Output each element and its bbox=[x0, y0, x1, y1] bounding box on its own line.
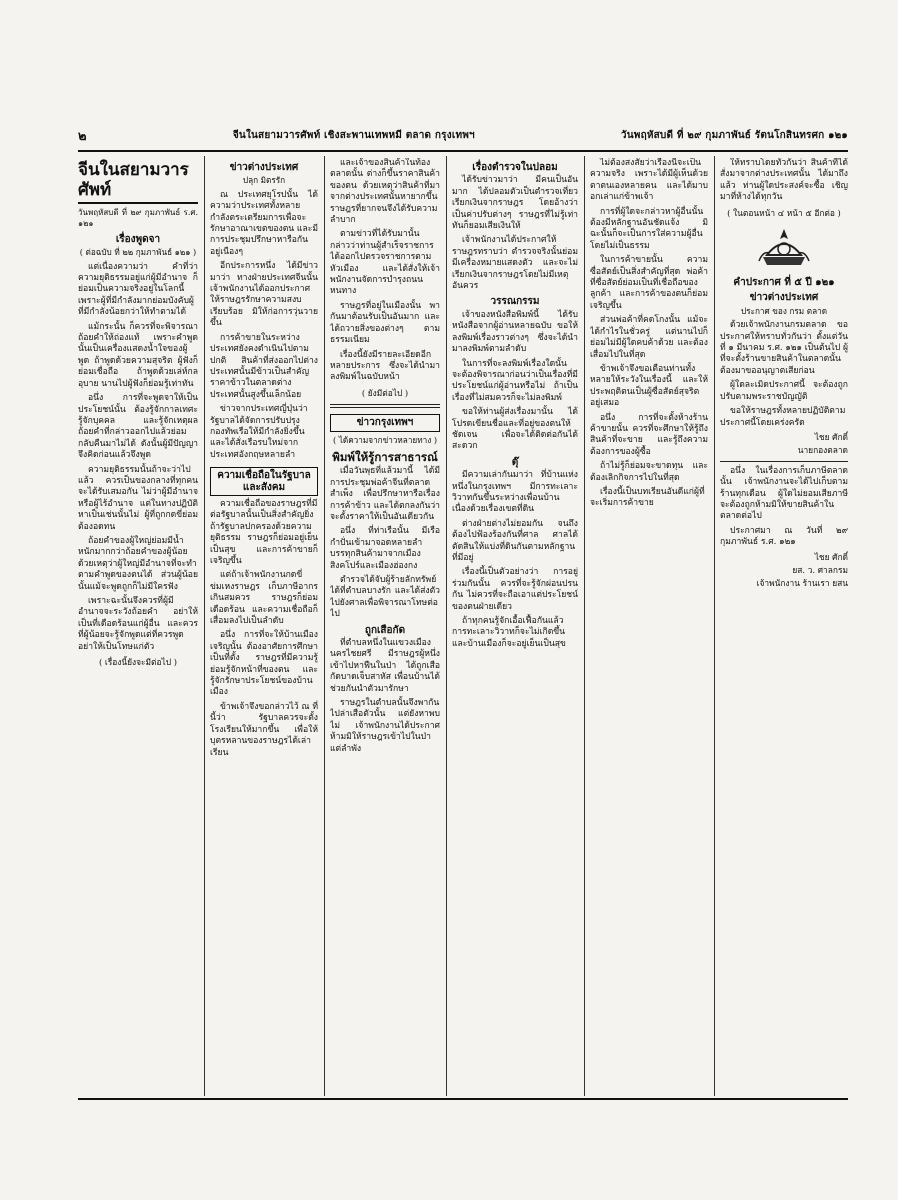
footer-rule bbox=[78, 1098, 848, 1100]
paragraph: ให้ทราบโดยทั่วกันว่า สินค้าที่ได้สั่งมาจากต่างประเทศนั้น ได้มาถึงแล้ว ท่านผู้ใดประสงค์จะซื้อ เชิญมาที่ห้างได้ทุกวัน bbox=[720, 158, 848, 203]
column-divider bbox=[714, 156, 715, 1096]
header-date: วันพฤหัสบดี ที่ ๒๙ กุมภาพันธ์ รัตนโกสินทรศก ๑๒๑ bbox=[620, 129, 848, 141]
double-rule bbox=[330, 404, 440, 408]
signature-title: เจ้าพนักงาน ร้านเรา ยสน bbox=[756, 578, 848, 589]
boxed-heading: ความเชื่อถือในรัฐบาลและสังคม bbox=[210, 467, 318, 496]
paragraph: แต่เนื่องความว่า คำที่ว่า ความยุติธรรมอยู่แก่ผู้มีอำนาจ ก็ย่อมเป็นความจริงอยู่ในโลกนี้ เพราะผู้ที่มีกำลังมากย่อมบังคับผู้ที่มีกำลังน้อยกว่าให้ทำตามได้ bbox=[78, 261, 198, 318]
article-heading: พิมพ์ให้รู้การสาธารณ์ bbox=[332, 449, 438, 464]
header-rule bbox=[78, 150, 848, 152]
dateline: วันพฤหัสบดี ที่ ๒๙ กุมภาพันธ์ ร.ศ. ๑๒๑ bbox=[78, 208, 198, 229]
emblem-crown-icon bbox=[753, 225, 815, 271]
paragraph: การค้าขายในระหว่างประเทศยังคงดำเนินไปตามปกติ สินค้าที่ส่งออกไปต่างประเทศนั้นมีข้าวเป็นสำคัญ ราคาข้าวในตลาดต่างประเทศนั้นสูงขึ้นเล็กน้อย bbox=[210, 332, 318, 400]
paragraph: ขอให้ท่านผู้ส่งเรื่องมานั้น ได้โปรดเขียนชื่อและที่อยู่ของตนให้ชัดเจน เพื่อจะได้ติดต่อกันได้สะดวก bbox=[452, 407, 578, 452]
paragraph: ถ้าทุกคนรู้จักเอื้อเฟื้อกันแล้ว การทะเลาะวิวาทก็จะไม่เกิดขึ้น และบ้านเมืองก็จะอยู่เย็นเป็นสุข bbox=[452, 616, 566, 649]
paragraph: ราษฎรในตำบลนั้นจึงพากันไปล่าเสือตัวนั้น แต่ยังหาพบไม่ เจ้าพนักงานได้ประกาศห้ามมิให้ราษฎรเข้าไปในป่าแต่ลำพัง bbox=[330, 698, 440, 754]
paragraph: ถ้อยคำของผู้ใหญ่ย่อมมีน้ำหนักมากกว่าถ้อยคำของผู้น้อย ด้วยเหตุว่าผู้ใหญ่มีอำนาจที่จะทำตามคำพูดของตนได้ ส่วนผู้น้อยนั้นแม้จะพูดถูกก็ไม่มีใครฟัง bbox=[78, 535, 198, 592]
paragraph: ณ ประเทศยุโรปนั้น ได้ความว่าประเทศทั้งหลายกำลังตระเตรียมการเพื่อจะรักษาอาณาเขตของตน และมีการประชุมปรึกษาหารือกันอยู่เนืองๆ bbox=[210, 189, 318, 257]
paragraph: มีความเล่ากันมาว่า ที่บ้านแห่งหนึ่งในกรุงเทพฯ มีการทะเลาะวิวาทกันขึ้นระหว่างเพื่อนบ้าน เนื่องด้วยเรื่องเขตที่ดิน bbox=[452, 470, 578, 515]
paragraph: เพราะฉะนั้นจึงควรที่ผู้มีอำนาจจะระวังถ้อยคำ อย่าให้เป็นที่เดือดร้อนแก่ผู้อื่น และควรที่ผู้น้อยจะรู้จักพูดแต่ที่ควรพูด อย่าให้เป็นโทษแก่ตัว bbox=[78, 596, 198, 652]
masthead: จีนในสยามวารศัพท์ bbox=[78, 160, 189, 200]
continued-note: ( เรื่องนี้ยังจะมีต่อไป ) bbox=[99, 657, 177, 668]
signature-name: ไชย ศักดิ์ bbox=[814, 431, 848, 442]
masthead-rule bbox=[78, 202, 198, 204]
divider bbox=[720, 461, 848, 462]
article-heading: เรื่องพูดจา bbox=[115, 233, 161, 245]
paragraph: ได้รับข่าวมาว่า มีคนเป็นอันมาก ได้ปลอมตัวเป็นตำรวจเที่ยวเรียกเงินจากราษฎร โดยอ้างว่าเป็นค่าปรับต่างๆ ราษฎรที่ไม่รู้เท่าทันก็ยอมเสียเงินให้ bbox=[452, 175, 578, 232]
paragraph: ความยุติธรรมนั้นถ้าจะว่าไปแล้ว ควรเป็นของกลางที่ทุกคนจะได้รับเสมอกัน ไม่ว่าผู้มีอำนาจหรือผู้ไร้อำนาจ แต่ในทางปฏิบัติหาเป็นเช่นนั้นไม่ ผู้ที่ถูกกดขี่ย่อมต้องอดทน bbox=[78, 464, 198, 532]
paragraph: เมื่อวันพุธที่แล้วมานี้ ได้มีการประชุมพ่อค้าจีนที่ตลาดสำเพ็ง เพื่อปรึกษาหารือเรื่องการค้าข้าว และได้ตกลงกันว่าจะตั้งราคาให้เป็นอันเดียวกัน bbox=[330, 466, 440, 522]
paragraph: ที่ตำบลหนึ่งในแขวงเมืองนครไชยศรี มีราษฎรผู้หนึ่งเข้าไปหาฟืนในป่า ได้ถูกเสือกัดบาดเจ็บสาหัส เพื่อนบ้านได้ช่วยกันนำตัวมารักษา bbox=[330, 638, 440, 694]
paragraph: อนึ่ง การที่จะตั้งห้างร้านค้าขายนั้น ควรที่จะศึกษาให้รู้ถึงสินค้าที่จะขาย และรู้ถึงความต้องการของผู้ซื้อ bbox=[590, 412, 708, 457]
paragraph: ความเชื่อถือของราษฎรที่มีต่อรัฐบาลนั้นเป็นสิ่งสำคัญยิ่ง ถ้ารัฐบาลปกครองด้วยความยุติธรรม ราษฎรก็ย่อมอยู่เย็นเป็นสุข และการค้าขายก็เจริญขึ้น bbox=[210, 498, 318, 566]
notice-number: คำประกาศ ที่ ๕ ปี ๑๒๑ bbox=[733, 277, 835, 289]
paragraph: ตำรวจได้จับผู้ร้ายลักทรัพย์ได้ที่ตำบลบางรัก และได้ส่งตัวไปยังศาลเพื่อพิจารณาโทษต่อไป bbox=[330, 575, 440, 620]
royal-emblem-icon bbox=[753, 225, 815, 271]
column-4 bbox=[452, 158, 578, 1094]
paragraph: เรื่องนี้เป็นบทเรียนอันดีแก่ผู้ที่จะเริ่มการค้าขาย bbox=[590, 486, 705, 509]
section-heading: ข่าวต่างประเทศ bbox=[749, 292, 819, 304]
paragraph: ต่างฝ่ายต่างไม่ยอมกัน จนถึงต้องไปฟ้องร้องกันที่ศาล ศาลได้ตัดสินให้แบ่งที่ดินกันตามหลักฐานที่มีอยู่ bbox=[452, 518, 578, 563]
paragraph: ประกาศมา ณ วันที่ ๒๙ กุมภาพันธ์ ร.ศ. ๑๒๑ bbox=[720, 525, 848, 548]
section-subline: ( ได้ความจากข่าวหลายทาง ) bbox=[332, 434, 438, 445]
signature-name: ไชย ศักดิ์ bbox=[814, 551, 848, 562]
paragraph: ด้วยเจ้าพนักงานกรมตลาด ขอประกาศให้ทราบทั่วกันว่า ตั้งแต่วันที่ ๑ มีนาคม ร.ศ. ๑๒๑ เป็นต้นไป ผู้ที่จะตั้งร้านขายสินค้าในตลาดนั้น ต้องมาขออนุญาตเสียก่อน bbox=[720, 320, 848, 376]
paragraph: และเจ้าของสินค้าในท้องตลาดนั้น ต่างก็ขึ้นราคาสินค้าของตน ด้วยเหตุว่าสินค้าที่มาจากต่างประเทศนั้นหายากขึ้น ราษฎรที่ยากจนจึงได้รับความลำบาก bbox=[330, 158, 440, 226]
paragraph: เรื่องนี้ยังมีรายละเอียดอีกหลายประการ ซึ่งจะได้นำมาลงพิมพ์ในฉบับหน้า bbox=[330, 349, 440, 383]
paragraph: แม้กระนั้น ก็ควรที่จะพิจารณาถ้อยคำให้ถ่องแท้ เพราะคำพูดนั้นเป็นเครื่องแสดงน้ำใจของผู้พูด ถ้าพูดด้วยความสุจริต ผู้ฟังก็ย่อมเชื่อถือ ถ้าพูดด้วยเล่ห์กลอุบาย นานไปผู้ฟังก็ย่อมรู้เท่าทัน bbox=[78, 321, 198, 389]
paragraph: ขอให้ราษฎรทั้งหลายปฏิบัติตามประกาศนี้โดยเคร่งครัด bbox=[720, 406, 846, 428]
column-3 bbox=[330, 158, 440, 1094]
page-number: ๒ bbox=[78, 128, 87, 144]
paragraph: เจ้าพนักงานได้ประกาศให้ราษฎรทราบว่า ตำรวจจริงนั้นย่อมมีเครื่องหมายแสดงตัว และจะไม่เรียกเงินจากราษฎรโดยไม่มีเหตุอันควร bbox=[452, 235, 578, 292]
paragraph: ส่วนพ่อค้าที่คดโกงนั้น แม้จะได้กำไรในชั่วครู่ แต่นานไปก็ย่อมไม่มีผู้ใดคบค้าด้วย และต้องเสื่อมไปในที่สุด bbox=[590, 315, 708, 360]
paragraph: อนึ่ง การที่จะให้บ้านเมืองเจริญนั้น ต้องอาศัยการศึกษาเป็นที่ตั้ง ราษฎรที่มีความรู้ย่อมรู้จักหน้าที่ของตน และรู้จักรักษาประโยชน์ของบ้านเมือง bbox=[210, 630, 318, 698]
paragraph: เรื่องนี้เป็นตัวอย่างว่า การอยู่ร่วมกันนั้น ควรที่จะรู้จักผ่อนปรนกัน ไม่ควรที่จะถือเอาแต่ประโยชน์ของตนฝ่ายเดียว bbox=[452, 567, 578, 612]
paragraph: ตามข่าวที่ได้รับมานั้น กล่าวว่าท่านผู้สำเร็จราชการได้ออกไปตรวจราชการตามหัวเมือง และได้สั่งให้เจ้าพนักงานจัดการบำรุงถนนหนทาง bbox=[330, 229, 440, 297]
paragraph: อนึ่ง ในเรื่องการเก็บภาษีตลาดนั้น เจ้าพนักงานจะได้ไปเก็บตามร้านทุกเดือน ผู้ใดไม่ยอมเสียภาษี จะต้องถูกห้ามมิให้ขายสินค้าในตลาดต่อไป bbox=[720, 465, 848, 522]
continued-note: ( ยังมีต่อไป ) bbox=[361, 387, 409, 398]
column-1 bbox=[78, 158, 198, 1094]
paragraph: ถ้าไม่รู้ก็ย่อมจะขาดทุน และต้องเลิกกิจการไปในที่สุด bbox=[590, 461, 708, 483]
page-header bbox=[78, 124, 848, 146]
continued-note: ( ในตอนหน้า ๔ หน้า ๕ อีกต่อ ) bbox=[727, 207, 841, 218]
article-heading: วรรณกรรม bbox=[490, 296, 540, 308]
signature-title: นายกองตลาด bbox=[797, 445, 848, 456]
paragraph: เจ้าของหนังสือพิมพ์นี้ ได้รับหนังสือจากผู้อ่านหลายฉบับ ขอให้ลงพิมพ์เรื่องราวต่างๆ ซึ่งจะได้นำมาลงพิมพ์ตามลำดับ bbox=[452, 309, 578, 355]
paragraph: แต่ถ้าเจ้าพนักงานกดขี่ข่มเหงราษฎร เก็บภาษีอากรเกินสมควร ราษฎรก็ย่อมเดือดร้อน และความเชื่อถือก็เสื่อมลงไปเป็นลำดับ bbox=[210, 570, 318, 627]
paragraph: ไม่ต้องสงสัยว่าเรื่องนี้จะเป็นความจริง เพราะได้มีผู้เห็นด้วยตาตนเองหลายคน และได้มาบอกเล่าแก่ข้าพเจ้า bbox=[590, 158, 708, 203]
section-subheading: ปลุก มิตรรัก bbox=[242, 175, 286, 186]
boxed-heading: ข่าวกรุงเทพฯ bbox=[330, 414, 440, 431]
column-divider bbox=[446, 156, 447, 1096]
paragraph: ข้าพเจ้าจึงขอกล่าวไว้ ณ ที่นี้ว่า รัฐบาลควรจะตั้งโรงเรียนให้มากขึ้น เพื่อให้บุตรหลานของราษฎรได้เล่าเรียน bbox=[210, 701, 318, 758]
column-divider bbox=[584, 156, 585, 1096]
column-6 bbox=[720, 158, 848, 1094]
article-subheading: ( ต่อฉบับ ที่ ๒๒ กุมภาพันธ์ ๑๒๑ ) bbox=[79, 247, 197, 258]
paragraph: อีกประการหนึ่ง ได้มีข่าวมาว่า ทางฝ่ายประเทศจีนนั้น เจ้าพนักงานได้ออกประกาศให้ราษฎรรักษาความสงบเรียบร้อย มิให้ก่อการวุ่นวายขึ้น bbox=[210, 261, 318, 329]
paragraph: ในการค้าขายนั้น ความซื่อสัตย์เป็นสิ่งสำคัญที่สุด พ่อค้าที่ซื่อสัตย์ย่อมเป็นที่เชื่อถือของลูกค้า และการค้าของตนก็ย่อมเจริญขึ้น bbox=[590, 255, 708, 311]
column-divider bbox=[204, 156, 205, 1096]
section-heading: ข่าวต่างประเทศ bbox=[229, 162, 299, 173]
article-heading: เรื่องตำรวจในปลอม bbox=[472, 162, 558, 173]
column-5 bbox=[590, 158, 708, 1094]
paragraph: การที่ผู้ใดจะกล่าวหาผู้อื่นนั้น ต้องมีหลักฐานอันชัดแจ้ง มิฉะนั้นก็จะเป็นการใส่ความผู้อื่นโดยไม่เป็นธรรม bbox=[590, 206, 708, 251]
column-2 bbox=[210, 158, 318, 1094]
header-title: จีนในสยามวารศัพท์ เชิงสะพานเทพหมี ตลาด กรุงเทพฯ bbox=[232, 129, 475, 141]
paragraph: ในการที่จะลงพิมพ์เรื่องใดนั้น จะต้องพิจารณาก่อนว่าเป็นเรื่องที่มีประโยชน์แก่ผู้อ่านหรือไม่ ถ้าเป็นเรื่องที่ไม่สมควรก็จะไม่ลงพิมพ์ bbox=[452, 358, 578, 403]
column-divider bbox=[324, 156, 325, 1096]
notice-subline: ประกาศ ของ กรม ตลาด bbox=[740, 305, 828, 316]
paragraph: อนึ่ง การที่จะพูดจาให้เป็นประโยชน์นั้น ต้องรู้จักกาลเทศะ รู้จักบุคคล และรู้จักเหตุผล ถ้อยคำที่กล่าวออกไปแล้วย่อมกลับคืนมาไม่ได้ ดังนั้นผู้มีปัญญาจึงคิดก่อนแล้วจึงพูด bbox=[78, 393, 198, 461]
signature-title: ยส. ว. ศาลกรม bbox=[792, 564, 848, 575]
paragraph: อนึ่ง ที่ท่าเรือนั้น มีเรือกำปั่นเข้ามาจอดหลายลำ บรรทุกสินค้ามาจากเมืองสิงคโปร์และเมืองฮ่องกง bbox=[330, 526, 440, 571]
article-heading: ตุ๊ bbox=[511, 456, 519, 468]
paragraph: ข่าวจากประเทศญี่ปุ่นว่า รัฐบาลได้จัดการปรับปรุงกองทัพเรือให้มีกำลังยิ่งขึ้น และได้สั่งเรือรบใหม่จากประเทศอังกฤษหลายลำ bbox=[210, 404, 308, 460]
paragraph: ราษฎรที่อยู่ในเมืองนั้น พากันมาต้อนรับเป็นอันมาก และได้ถวายสิ่งของต่างๆ ตามธรรมเนียม bbox=[330, 300, 440, 346]
paragraph: ข้าพเจ้าจึงขอเตือนท่านทั้งหลายให้ระวังในเรื่องนี้ และให้ประพฤติตนเป็นผู้ซื่อสัตย์สุจริตอยู่เสมอ bbox=[590, 363, 708, 409]
article-heading: ถูกเสือกัด bbox=[364, 624, 406, 636]
paragraph: ผู้ใดละเมิดประกาศนี้ จะต้องถูกปรับตามพระราชบัญญัติ bbox=[720, 380, 848, 402]
